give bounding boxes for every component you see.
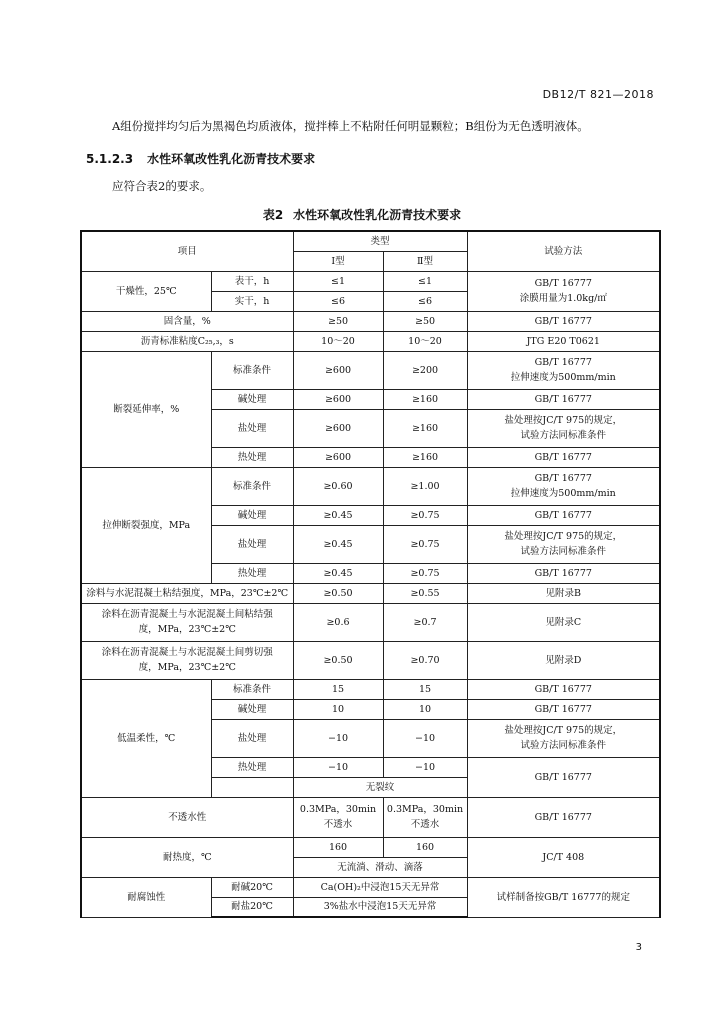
tensile-std-t2: ≥1.00 xyxy=(383,467,467,505)
tensile-std-method-line1: GB/T 16777 xyxy=(534,473,592,484)
heatres-t2: 160 xyxy=(383,837,467,857)
cold-std-t1: 15 xyxy=(293,679,383,699)
elong-alk-t1: ≥600 xyxy=(293,389,383,409)
dry-hard-label: 实干，h xyxy=(211,291,293,311)
cold-heat-t2: −10 xyxy=(383,757,467,777)
tensile-heat-method: GB/T 16777 xyxy=(467,563,660,583)
header-type2: Ⅱ型 xyxy=(383,251,467,271)
water-t1 xyxy=(293,797,383,837)
tensile-alk-label: 碱处理 xyxy=(211,505,293,525)
elong-salt-method-line2: 试验方法同标准条件 xyxy=(520,430,607,441)
corr-method: 试样制备按GB/T 16777的规定 xyxy=(467,877,660,917)
water-t1-line1: 0.3MPa，30min xyxy=(299,804,377,815)
dry-hard-t2: ≤6 xyxy=(383,291,467,311)
water-t1-line2: 不透水 xyxy=(323,819,353,830)
elong-label: 断裂延伸率，% xyxy=(81,351,211,467)
elong-std-label: 标准条件 xyxy=(211,351,293,389)
cold-std-label: 标准条件 xyxy=(211,679,293,699)
standard-number: DB12/T 821—2018 xyxy=(542,88,654,101)
shear-t1: ≥0.50 xyxy=(293,641,383,679)
cold-alk-method: GB/T 16777 xyxy=(467,699,660,719)
elong-heat-label: 热处理 xyxy=(211,447,293,467)
bond2-t1: ≥0.6 xyxy=(293,603,383,641)
elong-heat-t2: ≥160 xyxy=(383,447,467,467)
tensile-salt-t2: ≥0.75 xyxy=(383,525,467,563)
cold-std-t2: 15 xyxy=(383,679,467,699)
bond2-label-line2: 度，MPa，23℃±2℃ xyxy=(138,624,236,635)
cold-alk-label: 碱处理 xyxy=(211,699,293,719)
header-type: 类型 xyxy=(293,231,467,251)
tensile-salt-method xyxy=(467,525,660,563)
tensile-salt-t1: ≥0.45 xyxy=(293,525,383,563)
elong-alk-method: GB/T 16777 xyxy=(467,389,660,409)
bond2-method: 见附录C xyxy=(467,603,660,641)
solid-method: GB/T 16777 xyxy=(467,311,660,331)
elong-std-t2: ≥200 xyxy=(383,351,467,389)
cold-empty-cell xyxy=(211,777,293,797)
elong-heat-t1: ≥600 xyxy=(293,447,383,467)
solid-t1: ≥50 xyxy=(293,311,383,331)
solid-t2: ≥50 xyxy=(383,311,467,331)
water-label: 不透水性 xyxy=(81,797,293,837)
tensile-std-method-line2: 拉伸速度为500mm/min xyxy=(510,488,616,499)
tensile-alk-t2: ≥0.75 xyxy=(383,505,467,525)
viscosity-t2: 10～20 xyxy=(383,331,467,351)
elong-salt-label: 盐处理 xyxy=(211,409,293,447)
section-title: 水性环氧改性乳化沥青技术要求 xyxy=(147,152,316,166)
solid-label: 固含量，% xyxy=(81,311,293,331)
viscosity-t1: 10～20 xyxy=(293,331,383,351)
section-heading xyxy=(86,150,315,167)
cold-std-method: GB/T 16777 xyxy=(467,679,660,699)
corr-alk-value: Ca(OH)₂中浸泡15天无异常 xyxy=(293,877,467,897)
dry-surface-label: 表干，h xyxy=(211,271,293,291)
tensile-std-method xyxy=(467,467,660,505)
bond2-label xyxy=(81,603,293,641)
bond1-method: 见附录B xyxy=(467,583,660,603)
spec-table xyxy=(80,230,661,918)
elong-salt-method-line1: 盐处理按JC/T 975的规定， xyxy=(504,415,623,426)
table-caption-number: 表2 xyxy=(262,208,284,222)
elong-salt-t2: ≥160 xyxy=(383,409,467,447)
tensile-salt-method-line2: 试验方法同标准条件 xyxy=(520,546,607,557)
elong-alk-label: 碱处理 xyxy=(211,389,293,409)
tensile-salt-method-line1: 盐处理按JC/T 975的规定， xyxy=(504,531,623,542)
water-t2 xyxy=(383,797,467,837)
shear-method: 见附录D xyxy=(467,641,660,679)
dry-surface-t2: ≤1 xyxy=(383,271,467,291)
heatres-label: 耐热度，℃ xyxy=(81,837,293,877)
bond2-label-line1: 涂料在沥青混凝土与水泥混凝土间粘结强 xyxy=(101,609,273,620)
cold-alk-t2: 10 xyxy=(383,699,467,719)
cold-salt-method-line1: 盐处理按JC/T 975的规定， xyxy=(504,725,623,736)
corr-salt-label: 耐盐20℃ xyxy=(211,897,293,917)
elong-std-method-line1: GB/T 16777 xyxy=(534,357,592,368)
table-caption-title: 水性环氧改性乳化沥青技术要求 xyxy=(293,208,462,222)
cold-alk-t1: 10 xyxy=(293,699,383,719)
header-item: 项目 xyxy=(81,231,293,271)
tensile-alk-method: GB/T 16777 xyxy=(467,505,660,525)
shear-t2: ≥0.70 xyxy=(383,641,467,679)
dry-method xyxy=(467,271,660,311)
section-number: 5.1.2.3 xyxy=(86,152,134,166)
cold-salt-method xyxy=(467,719,660,757)
dry-surface-t1: ≤1 xyxy=(293,271,383,291)
water-t2-line2: 不透水 xyxy=(410,819,440,830)
tensile-salt-label: 盐处理 xyxy=(211,525,293,563)
corr-label: 耐腐蚀性 xyxy=(81,877,211,917)
tensile-alk-t1: ≥0.45 xyxy=(293,505,383,525)
elong-std-method-line2: 拉伸速度为500mm/min xyxy=(510,372,616,383)
dry-method-line1: GB/T 16777 xyxy=(534,278,592,289)
viscosity-label: 沥青标准粘度C₂₅,₃，s xyxy=(81,331,293,351)
elong-std-t1: ≥600 xyxy=(293,351,383,389)
header-method: 试验方法 xyxy=(467,231,660,271)
tensile-label: 拉伸断裂强度，MPa xyxy=(81,467,211,583)
elong-salt-method xyxy=(467,409,660,447)
elong-alk-t2: ≥160 xyxy=(383,389,467,409)
cold-heat-label: 热处理 xyxy=(211,757,293,777)
tensile-heat-t1: ≥0.45 xyxy=(293,563,383,583)
tensile-std-t1: ≥0.60 xyxy=(293,467,383,505)
shear-label xyxy=(81,641,293,679)
elong-salt-t1: ≥600 xyxy=(293,409,383,447)
viscosity-method: JTG E20 T0621 xyxy=(467,331,660,351)
paragraph-requirement: 应符合表2的要求。 xyxy=(112,179,212,193)
corr-alk-label: 耐碱20℃ xyxy=(211,877,293,897)
water-method: GB/T 16777 xyxy=(467,797,660,837)
heatres-note: 无流淌、滑动、滴落 xyxy=(293,857,467,877)
cold-salt-t2: −10 xyxy=(383,719,467,757)
tensile-heat-t2: ≥0.75 xyxy=(383,563,467,583)
table-caption xyxy=(0,206,724,223)
heatres-method: JC/T 408 xyxy=(467,837,660,877)
cold-salt-method-line2: 试验方法同标准条件 xyxy=(520,740,607,751)
cold-salt-label: 盐处理 xyxy=(211,719,293,757)
cold-heat-t1: −10 xyxy=(293,757,383,777)
dry-method-line2: 涂膜用量为1.0kg/㎡ xyxy=(519,293,607,304)
water-t2-line1: 0.3MPa，30min xyxy=(386,804,464,815)
elong-heat-method: GB/T 16777 xyxy=(467,447,660,467)
cold-salt-t1: −10 xyxy=(293,719,383,757)
dry-hard-t1: ≤6 xyxy=(293,291,383,311)
tensile-std-label: 标准条件 xyxy=(211,467,293,505)
tensile-heat-label: 热处理 xyxy=(211,563,293,583)
cold-label: 低温柔性，℃ xyxy=(81,679,211,797)
bond1-t1: ≥0.50 xyxy=(293,583,383,603)
shear-label-line2: 度，MPa，23℃±2℃ xyxy=(138,662,236,673)
bond2-t2: ≥0.7 xyxy=(383,603,467,641)
paragraph-components: A组份搅拌均匀后为黑褐色均质液体，搅拌棒上不粘附任何明显颗粒；B组份为无色透明液体。 xyxy=(112,119,589,133)
page-number: 3 xyxy=(635,942,642,953)
cold-heat-method: GB/T 16777 xyxy=(467,757,660,797)
dry-label: 干燥性，25℃ xyxy=(81,271,211,311)
elong-std-method xyxy=(467,351,660,389)
heatres-t1: 160 xyxy=(293,837,383,857)
bond1-t2: ≥0.55 xyxy=(383,583,467,603)
shear-label-line1: 涂料在沥青混凝土与水泥混凝土间剪切强 xyxy=(101,647,273,658)
cold-nocrack: 无裂纹 xyxy=(293,777,467,797)
bond1-label: 涂料与水泥混凝土粘结强度，MPa，23℃±2℃ xyxy=(81,583,293,603)
corr-salt-value: 3%盐水中浸泡15天无异常 xyxy=(293,897,467,917)
header-type1: Ⅰ型 xyxy=(293,251,383,271)
